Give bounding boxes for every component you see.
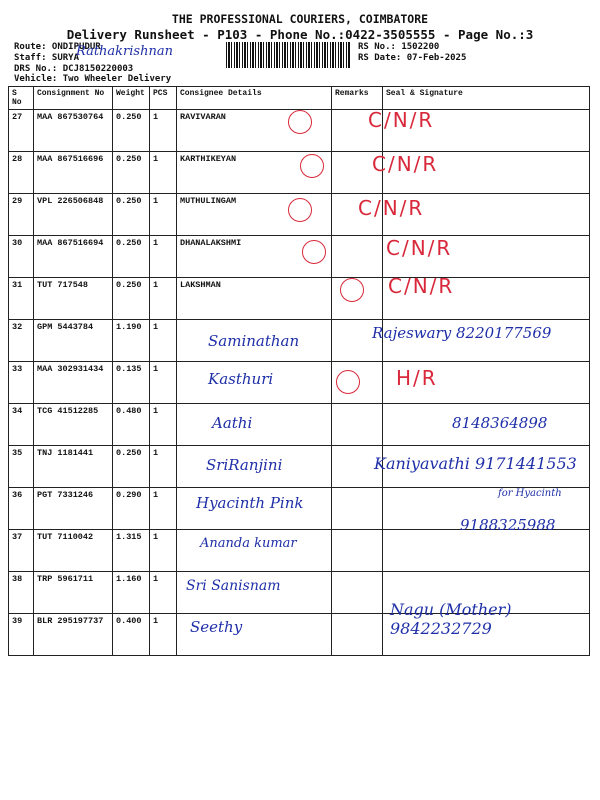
runsheet-title: Delivery Runsheet - P103 - Phone No.:0422-3505555 - Page No.:3 — [66, 27, 534, 42]
cell-consignment: TCG 41512285 — [34, 404, 113, 446]
cell-consignee: LAKSHMAN — [177, 278, 332, 320]
col-pcs: PCS — [150, 87, 177, 110]
cell-weight: 0.250 — [113, 236, 150, 278]
cell-weight: 0.250 — [113, 152, 150, 194]
cell-sno: 37 — [9, 530, 34, 572]
cell-pcs: 1 — [150, 404, 177, 446]
cell-pcs: 1 — [150, 320, 177, 362]
cell-weight: 0.250 — [113, 446, 150, 488]
drs-label: DRS No.: DCJ8150220003 — [14, 64, 134, 74]
cell-consignment: PGT 7331246 — [34, 488, 113, 530]
red-stamp — [288, 198, 312, 222]
cell-consignment: TNJ 1181441 — [34, 446, 113, 488]
hw-name: Sri Sanisnam — [186, 578, 281, 594]
cnr-remark: C/N/R — [386, 236, 453, 260]
cell-pcs: 1 — [150, 236, 177, 278]
cell-sno: 38 — [9, 572, 34, 614]
red-stamp — [300, 154, 324, 178]
cell-weight: 0.135 — [113, 362, 150, 404]
hw-name: SriRanjini — [206, 456, 283, 474]
hr-remark: H/R — [396, 366, 438, 390]
cell-weight: 0.480 — [113, 404, 150, 446]
cell-sno: 30 — [9, 236, 34, 278]
cell-consignment: TUT 717548 — [34, 278, 113, 320]
cell-consignment: BLR 295197737 — [34, 614, 113, 656]
cell-remarks — [332, 236, 383, 278]
cell-sno: 32 — [9, 320, 34, 362]
cell-weight: 1.315 — [113, 530, 150, 572]
cell-consignee: RAVIVARAN — [177, 110, 332, 152]
cell-weight: 0.250 — [113, 278, 150, 320]
hw-name: Seethy — [190, 618, 243, 636]
red-stamp — [302, 240, 326, 264]
route-label: Route: ONDIPUDUR — [14, 42, 101, 52]
cell-remarks — [332, 572, 383, 614]
col-consignee: Consignee Details — [177, 87, 332, 110]
cell-consignment: GPM 5443784 — [34, 320, 113, 362]
cell-consignee: MUTHULINGAM — [177, 194, 332, 236]
cell-remarks — [332, 614, 383, 656]
cell-weight: 0.290 — [113, 488, 150, 530]
cell-pcs: 1 — [150, 446, 177, 488]
table-row — [9, 152, 590, 194]
hw-name: Aathi — [212, 414, 253, 432]
hw-signature: Rajeswary 8220177569 — [372, 324, 552, 342]
cell-consignee: DHANALAKSHMI — [177, 236, 332, 278]
cell-pcs: 1 — [150, 488, 177, 530]
cell-consignee — [177, 404, 332, 446]
rs-no: RS No.: 1502200 — [358, 42, 440, 52]
cell-pcs: 1 — [150, 110, 177, 152]
cnr-remark: C/N/R — [388, 274, 455, 298]
col-weight: Weight — [113, 87, 150, 110]
cell-sno: 33 — [9, 362, 34, 404]
cell-remarks — [332, 404, 383, 446]
cell-pcs: 1 — [150, 152, 177, 194]
cell-pcs: 1 — [150, 362, 177, 404]
barcode — [226, 42, 350, 68]
cell-consignment: MAA 867516696 — [34, 152, 113, 194]
cell-consignment: MAA 867516694 — [34, 236, 113, 278]
cell-consignment: VPL 226506848 — [34, 194, 113, 236]
hw-name: Kasthuri — [208, 370, 274, 388]
cell-remarks — [332, 488, 383, 530]
table-row — [9, 278, 590, 320]
table-row — [9, 236, 590, 278]
cell-pcs: 1 — [150, 572, 177, 614]
staff-handwritten: Rathakrishnan — [76, 44, 173, 59]
runsheet-table — [8, 86, 590, 656]
cell-weight: 0.250 — [113, 110, 150, 152]
hw-name: Saminathan — [208, 332, 300, 350]
col-remarks: Remarks — [332, 87, 383, 110]
company-title: THE PROFESSIONAL COURIERS, COIMBATORE — [171, 12, 429, 26]
hw-signature: 8148364898 — [452, 414, 548, 432]
col-signature: Seal & Signature — [383, 87, 590, 110]
vehicle-label: Vehicle: Two Wheeler Delivery — [14, 74, 172, 84]
cell-pcs: 1 — [150, 194, 177, 236]
cell-sno: 35 — [9, 446, 34, 488]
cell-sno: 36 — [9, 488, 34, 530]
red-stamp — [336, 370, 360, 394]
hw-name: Ananda kumar — [200, 536, 297, 551]
cell-pcs: 1 — [150, 530, 177, 572]
cnr-remark: C/N/R — [358, 196, 425, 220]
cell-signature — [383, 530, 590, 572]
col-consignment: Consignment No — [34, 87, 113, 110]
cnr-remark: C/N/R — [368, 108, 435, 132]
col-sno: S No — [9, 87, 34, 110]
red-stamp — [288, 110, 312, 134]
table-row — [9, 530, 590, 572]
table-row — [9, 362, 590, 404]
cnr-remark: C/N/R — [372, 152, 439, 176]
cell-remarks — [332, 530, 383, 572]
cell-pcs: 1 — [150, 278, 177, 320]
cell-sno: 39 — [9, 614, 34, 656]
cell-consignment: MAA 867530764 — [34, 110, 113, 152]
cell-weight: 1.160 — [113, 572, 150, 614]
hw-signature: Kaniyavathi 9171441553 — [374, 454, 577, 473]
red-stamp — [340, 278, 364, 302]
hw-signature: Nagu (Mother) 9842232729 — [390, 600, 512, 638]
cell-sno: 34 — [9, 404, 34, 446]
cell-sno: 29 — [9, 194, 34, 236]
hw-signature: 9188325988 — [460, 516, 556, 534]
cell-sno: 31 — [9, 278, 34, 320]
hw-signature: for Hyacinth — [498, 488, 562, 499]
rs-date: RS Date: 07-Feb-2025 — [358, 53, 467, 63]
cell-weight: 1.190 — [113, 320, 150, 362]
cell-weight: 0.250 — [113, 194, 150, 236]
hw-name: Hyacinth Pink — [196, 494, 304, 512]
cell-consignment: TUT 7110042 — [34, 530, 113, 572]
cell-consignee: KARTHIKEYAN — [177, 152, 332, 194]
cell-consignment: MAA 302931434 — [34, 362, 113, 404]
cell-weight: 0.400 — [113, 614, 150, 656]
cell-pcs: 1 — [150, 614, 177, 656]
cell-sno: 28 — [9, 152, 34, 194]
cell-sno: 27 — [9, 110, 34, 152]
cell-consignment: TRP 5961711 — [34, 572, 113, 614]
staff-label: Staff: SURYA — [14, 53, 80, 63]
